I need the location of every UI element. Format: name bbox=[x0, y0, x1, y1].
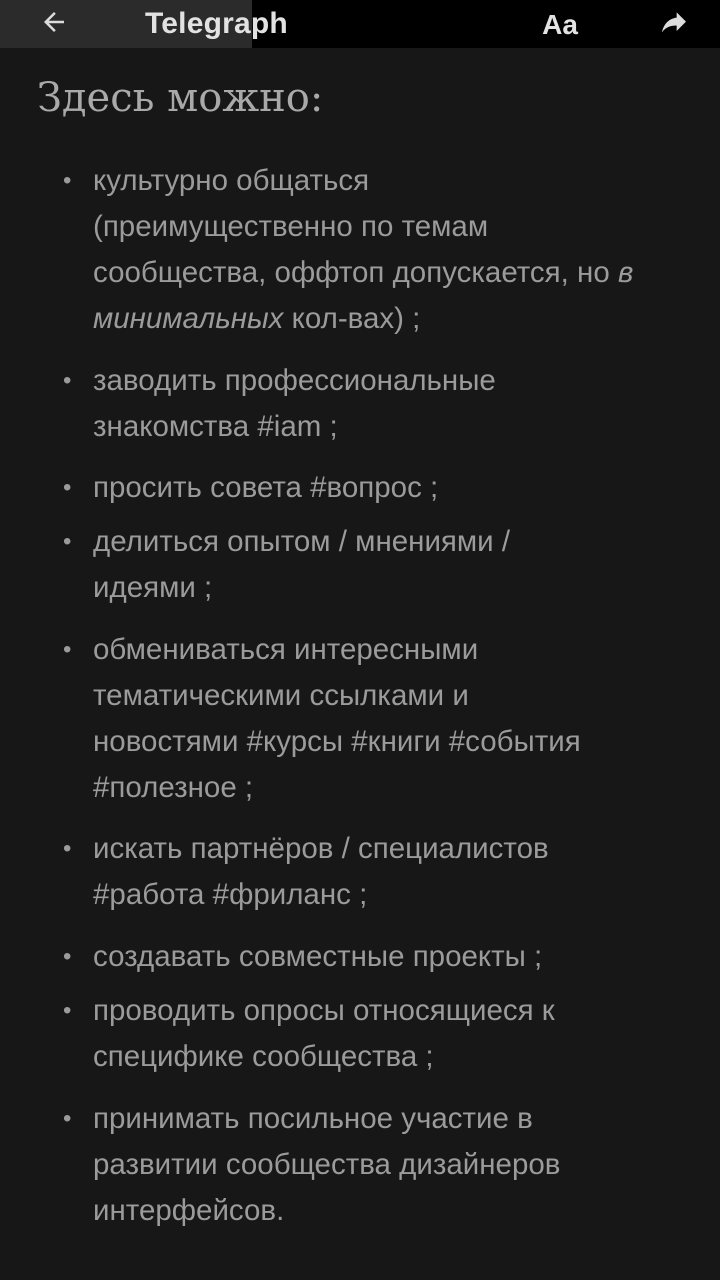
list-item-text: новостями #курсы #книги #события bbox=[93, 725, 581, 758]
bullet: • bbox=[63, 997, 72, 1024]
bullet: • bbox=[63, 367, 72, 394]
list-item-text: принимать посильное участие в bbox=[93, 1102, 533, 1135]
list-item-text: заводить профессиональные bbox=[93, 364, 496, 397]
article-heading: Здесь можно: bbox=[37, 75, 324, 121]
list-item bbox=[63, 465, 693, 511]
text-segment: кол-вах) ; bbox=[283, 302, 421, 335]
list-item-text: просить совета #вопрос ; bbox=[93, 471, 439, 504]
list-item-text: #работа #фриланс ; bbox=[93, 878, 368, 911]
bullet: • bbox=[63, 943, 72, 970]
list-item-text: искать партнёров / специалистов bbox=[93, 832, 549, 865]
list-item-text: тематическими ссылками и bbox=[93, 679, 469, 712]
text-segment: сообщества, оффтоп допускается, но bbox=[93, 256, 618, 289]
list-item-text: создавать совместные проекты ; bbox=[93, 940, 543, 973]
font-size-button[interactable]: Aa bbox=[542, 9, 578, 40]
list-item bbox=[63, 358, 693, 450]
list-item-text: специфике сообщества ; bbox=[93, 1040, 434, 1073]
list-item-text bbox=[93, 296, 693, 342]
bullet: • bbox=[63, 167, 72, 194]
list-item-text: интерфейсов. bbox=[93, 1194, 285, 1227]
list-item bbox=[63, 1096, 693, 1234]
list-item bbox=[63, 826, 693, 918]
list-item bbox=[63, 519, 693, 611]
list-item bbox=[63, 158, 693, 342]
bullet: • bbox=[63, 835, 72, 862]
list-item-text: (преимущественно по темам bbox=[93, 210, 489, 243]
list-item-text: проводить опросы относящиеся к bbox=[93, 994, 555, 1027]
italic-text: минимальных bbox=[93, 302, 284, 335]
list-item-text: обмениваться интересными bbox=[93, 633, 479, 666]
italic-text: в bbox=[617, 256, 634, 289]
list-item-text: знакомства #iam ; bbox=[93, 410, 338, 443]
share-arrow-icon bbox=[658, 7, 690, 44]
list-item bbox=[63, 934, 693, 980]
list-item bbox=[63, 988, 693, 1080]
list-item-text bbox=[93, 250, 693, 296]
bullet: • bbox=[63, 636, 72, 663]
bullet: • bbox=[63, 474, 72, 501]
top-toolbar bbox=[0, 0, 720, 48]
list-item-text: делиться опытом / мнениями / bbox=[93, 525, 511, 558]
app-title: Telegraph bbox=[145, 7, 288, 40]
list-item bbox=[63, 627, 693, 811]
list-item-text: #полезное ; bbox=[93, 771, 254, 804]
back-button[interactable] bbox=[30, 6, 78, 42]
list-item-text: идеями ; bbox=[93, 571, 213, 604]
bullet: • bbox=[63, 1105, 72, 1132]
bullet: • bbox=[63, 528, 72, 555]
share-button[interactable] bbox=[650, 6, 698, 44]
arrow-left-icon bbox=[39, 7, 69, 42]
list-item-text: развитии сообщества дизайнеров bbox=[93, 1148, 561, 1181]
list-item-text: культурно общаться bbox=[93, 164, 370, 197]
